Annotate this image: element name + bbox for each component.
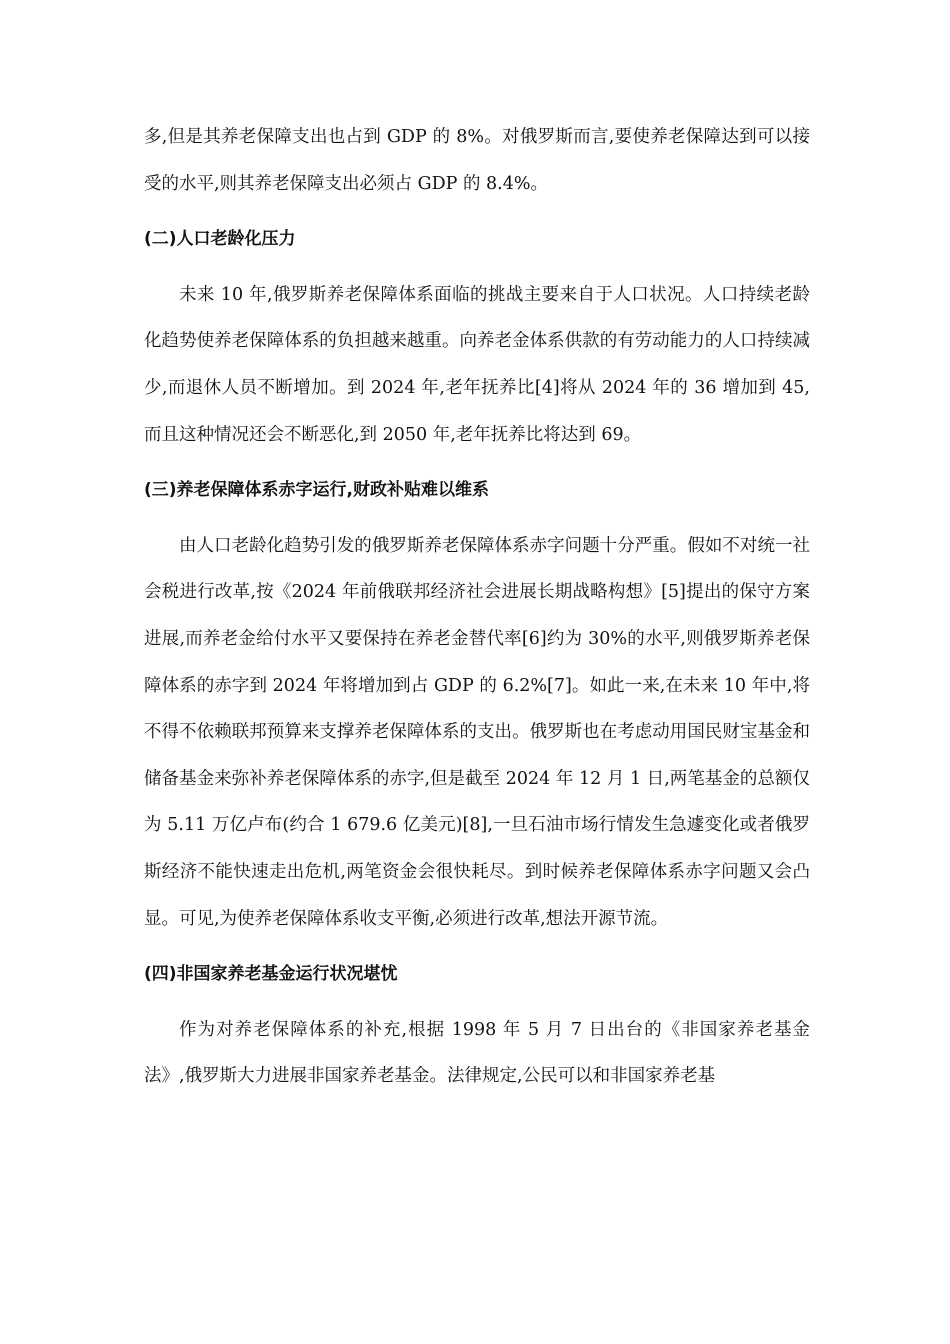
heading-population-aging: (二)人口老龄化压力 [144, 229, 296, 250]
document-body [144, 114, 810, 1100]
heading-deficit: (三)养老保障体系赤字运行,财政补贴难以维系 [144, 480, 489, 501]
paragraph-population-aging: 未来 10 年,俄罗斯养老保障体系面临的挑战主要来自于人口状况。人口持续老龄化趋势使养老保障体系的负担越来越重。向养老金体系供款的有劳动能力的人口持续减少,而退休人员不断增加。到 2024 年,老年抚养比[4]将从 2024 年的 36 增加到 45,而且这种情况还会不断恶化,到 2050 年,老年抚养比将达到 69。 [144, 284, 810, 445]
heading-non-state-funds: (四)非国家养老基金运行状况堪忧 [144, 964, 398, 985]
paragraph-pension-spending: 多,但是其养老保障支出也占到 GDP 的 8%。对俄罗斯而言,要使养老保障达到可以接受的水平,则其养老保障支出必须占 GDP 的 8.4%。 [144, 127, 810, 194]
paragraph-deficit: 由人口老龄化趋势引发的俄罗斯养老保障体系赤字问题十分严重。假如不对统一社会税进行改革,按《2024 年前俄联邦经济社会进展长期战略构想》[5]提出的保守方案进展,而养老金给付水平又要保持在养老金替代率[6]约为 30%的水平,则俄罗斯养老保障体系的赤字到 2024 年将增加到占 GDP 的 6.2%[7]。如此一来,在未来 10 年中,将不得不依赖联邦预算来支撑养老保障体系的支出。俄罗斯也在考虑动用国民财宝基金和储备基金来弥补养老保障体系的赤字,但是截至 2024 年 12 月 1 日,两笔基金的总额仅为 5.11 万亿卢布(约合 1 679.6 亿美元)[8],一旦石油市场行情发生急遽变化或者俄罗斯经济不能快速走出危机,两笔资金会很快耗尽。到时候养老保障体系赤字问题又会凸显。可见,为使养老保障体系收支平衡,必须进行改革,想法开源节流。 [144, 535, 810, 929]
paragraph-non-state-funds: 作为对养老保障体系的补充,根据 1998 年 5 月 7 日出台的《非国家养老基金法》,俄罗斯大力进展非国家养老基金。法律规定,公民可以和非国家养老基 [144, 1019, 810, 1087]
